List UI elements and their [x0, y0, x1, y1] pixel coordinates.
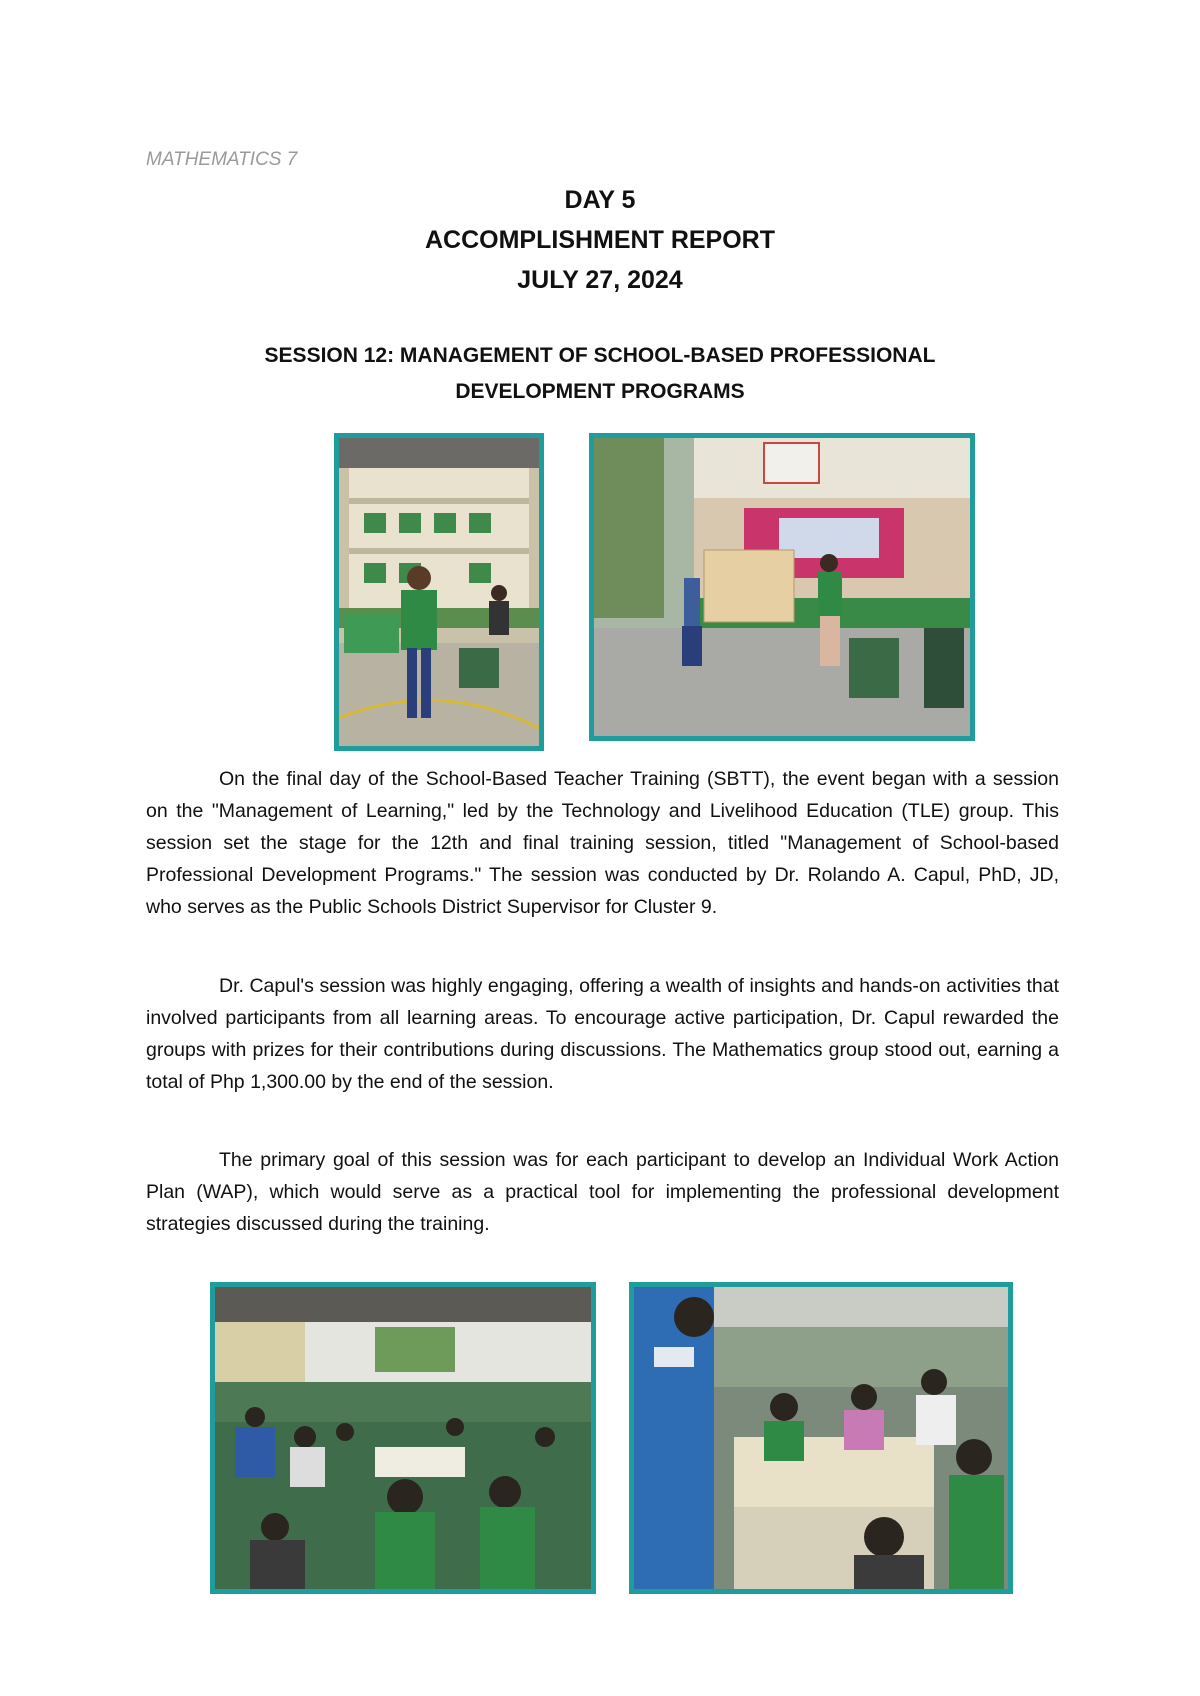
- photo-participants-crowd: [210, 1282, 596, 1594]
- session-title: [0, 338, 1200, 410]
- report-title: [0, 180, 1200, 300]
- paragraph-3: The primary goal of this session was for each participant to develop an Individual Work Action Plan (WAP), which would serve as a practical tool for implementing the professional development strategies discussed during the training.: [146, 1149, 1059, 1235]
- subject-label: MATHEMATICS 7: [146, 149, 298, 170]
- session-title-line-1: SESSION 12: MANAGEMENT OF SCHOOL-BASED PROFESSIONAL: [264, 344, 936, 367]
- session-title-line-2: DEVELOPMENT PROGRAMS: [455, 380, 745, 403]
- photo-stage-presentation: [589, 433, 975, 741]
- day-heading: DAY 5: [564, 186, 636, 214]
- photo-speaker: [334, 433, 544, 751]
- date-heading: JULY 27, 2024: [517, 266, 683, 294]
- paragraph-1: On the final day of the School-Based Teacher Training (SBTT), the event began with a session on the "Management of Learning," led by the Technology and Livelihood Education (TLE) group. This session set the stage for the 12th and final training session, titled "Management of School-based Professional Development Programs." The session was conducted by Dr. Rolando A. Capul, PhD, JD, who serves as the Public Schools District Supervisor for Cluster 9.: [146, 768, 1059, 918]
- paragraph-2: Dr. Capul's session was highly engaging, offering a wealth of insights and hands-on activities that involved participants from all learning areas. To encourage active participation, Dr. Capul rewarded the groups with prizes for their contributions during discussions. The Mathematics group stood out, earning a total of Php 1,300.00 by the end of the session.: [146, 975, 1059, 1093]
- report-heading: ACCOMPLISHMENT REPORT: [425, 226, 775, 254]
- photo-group-workshop: [629, 1282, 1013, 1594]
